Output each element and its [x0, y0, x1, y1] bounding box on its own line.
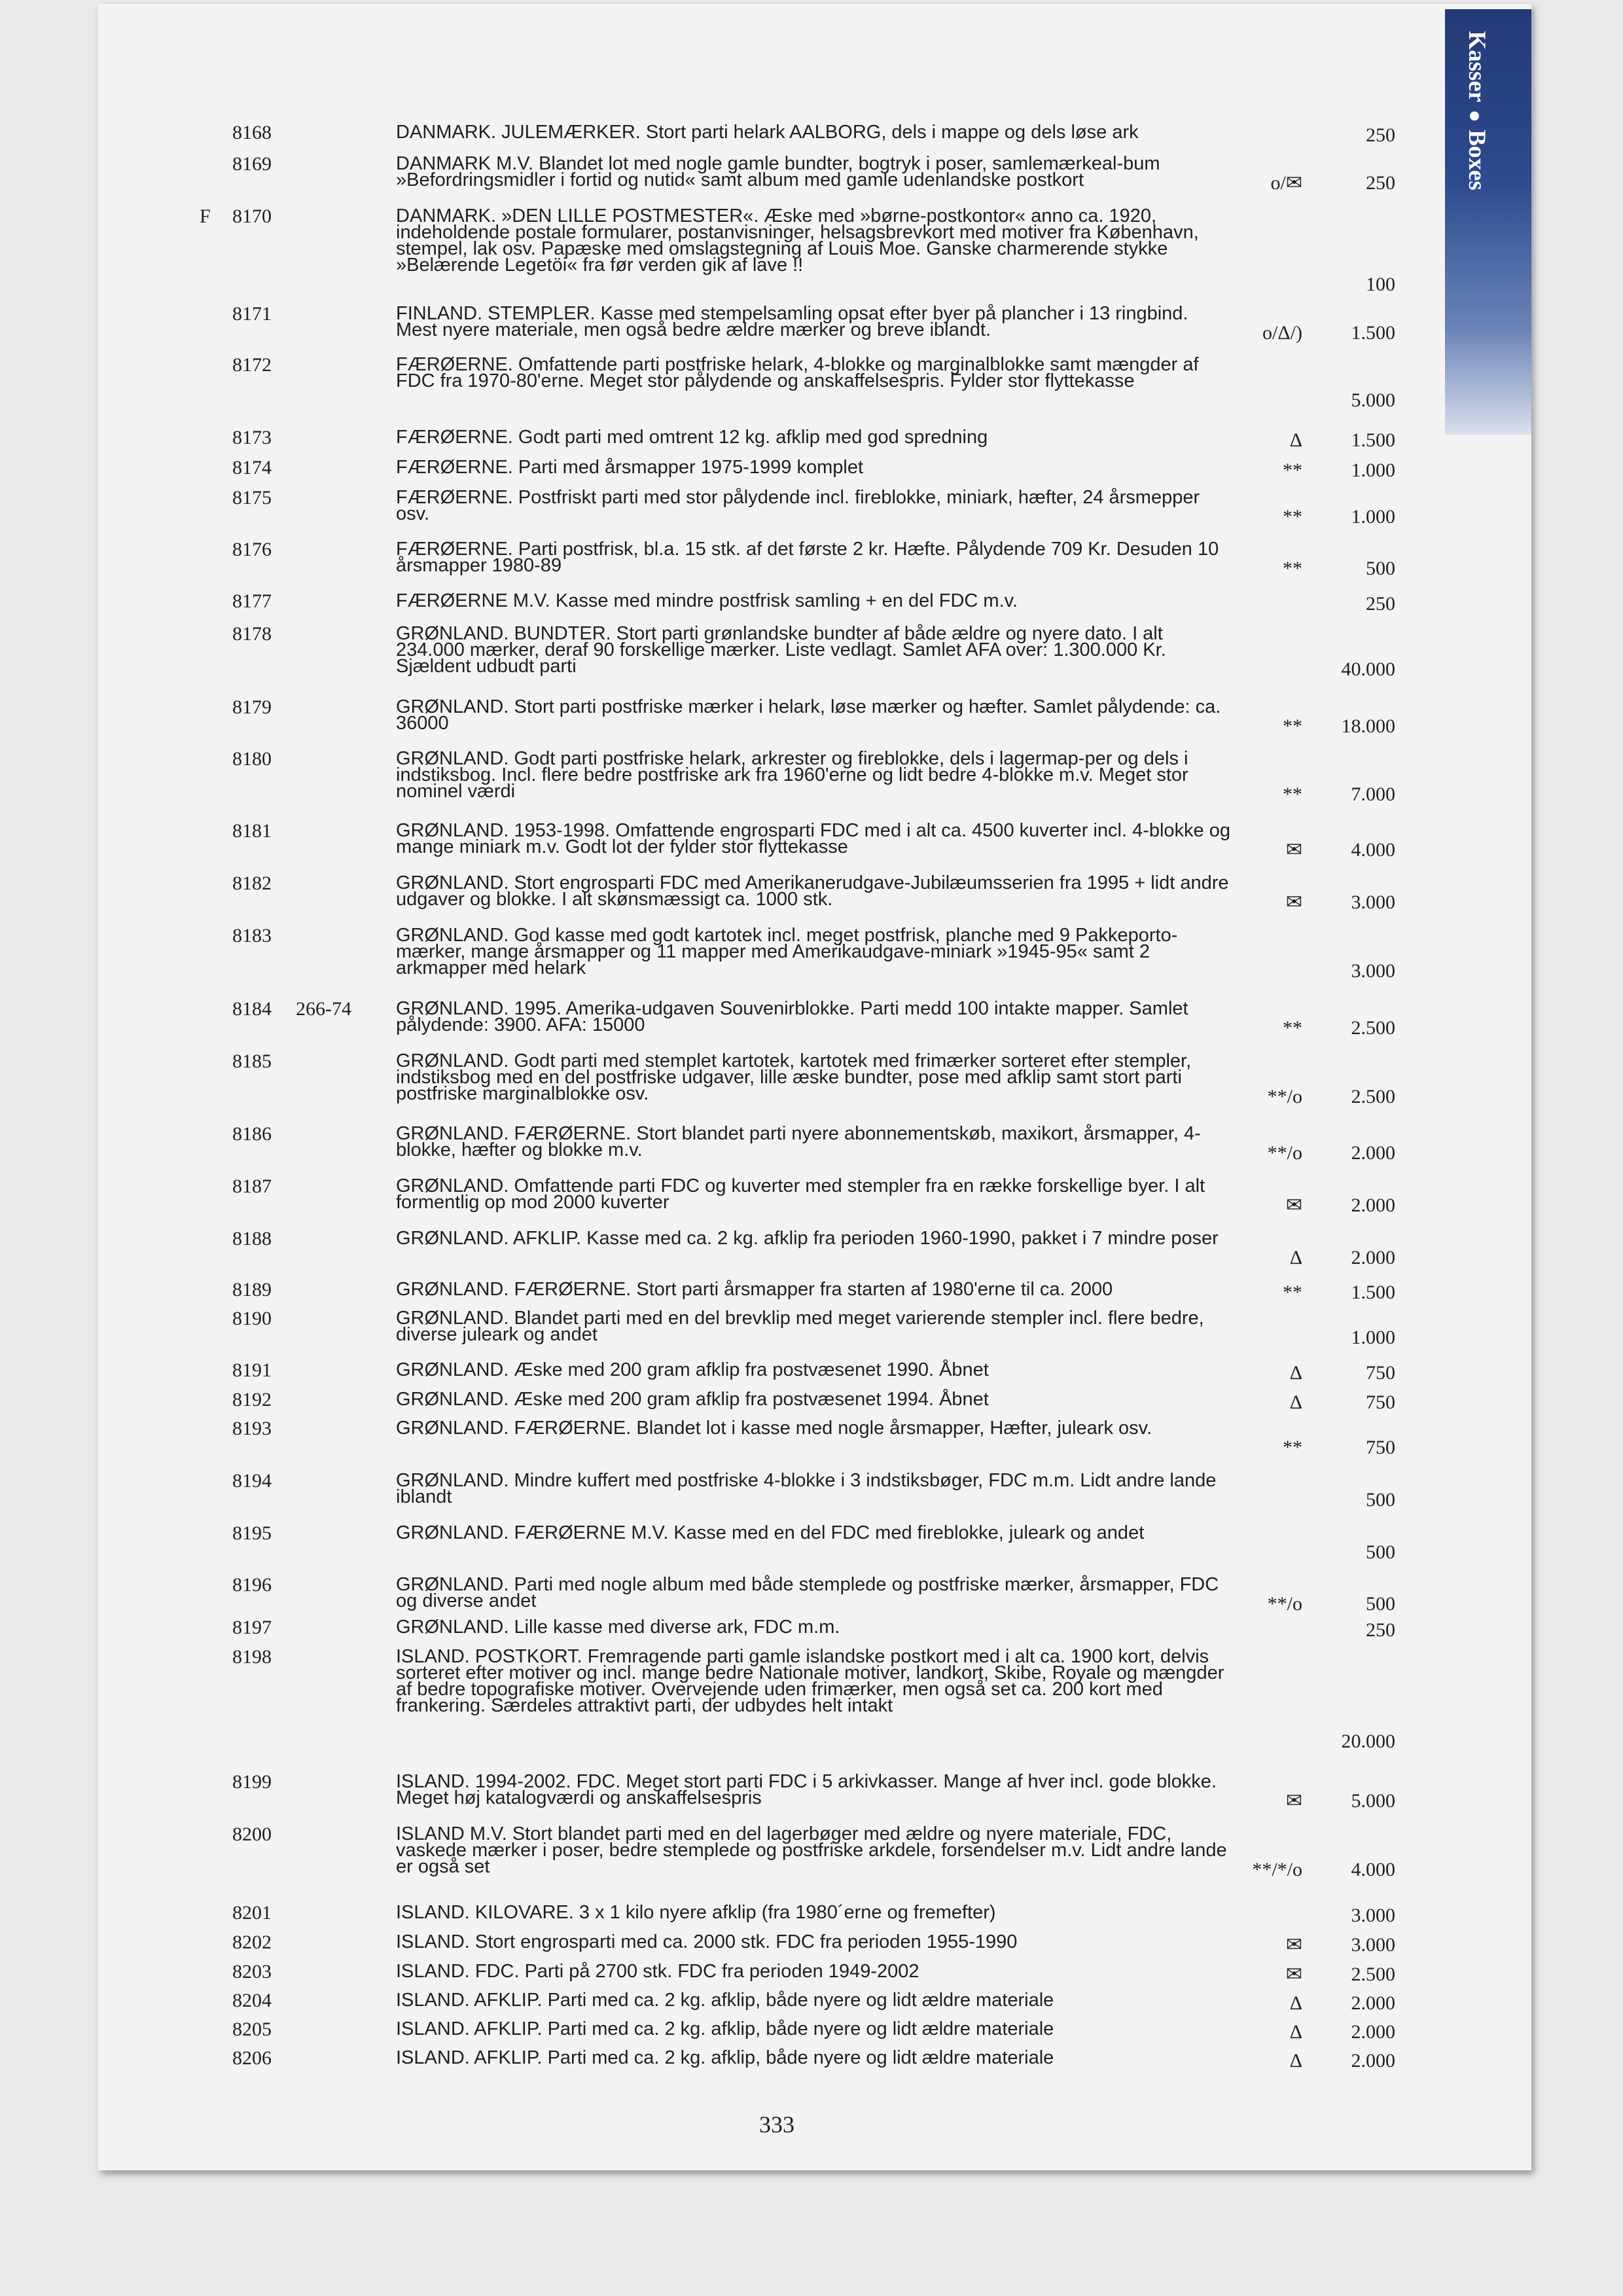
lot-row: [0, 1230, 1623, 1266]
lot-number: 8175: [232, 487, 272, 509]
lot-row: [0, 1123, 1623, 1164]
lot-row: [0, 208, 1623, 293]
lot-condition: **/o: [1267, 1593, 1302, 1615]
lot-number: 8179: [232, 696, 272, 718]
lot-number: 8171: [232, 303, 272, 325]
lot-condition: ✉: [1285, 1934, 1302, 1956]
lot-row: [0, 1389, 1623, 1413]
lot-row: [0, 1574, 1623, 1615]
lot-row: [0, 1050, 1623, 1107]
lot-number: 8181: [232, 820, 272, 842]
lot-condition: o/Δ/): [1262, 322, 1302, 344]
bullet-icon: [1470, 111, 1479, 120]
lot-condition: Δ: [1289, 1247, 1302, 1268]
lot-number: 8174: [232, 457, 272, 478]
lot-condition: ✉: [1285, 1194, 1302, 1216]
lot-number: 8177: [232, 590, 272, 612]
lot-description: GRØNLAND. FÆRØERNE. Stort blandet parti nyere abonnementskøb, maxikort, årsmapper, 4-blokke, hæfter og blokke m.v.: [396, 1123, 1201, 1160]
lot-price: 3.000: [1351, 1905, 1395, 1926]
lot-row: [0, 1310, 1623, 1346]
lot-row: [0, 1961, 1623, 1985]
lot-price: 250: [1366, 172, 1395, 194]
lot-row: [0, 820, 1623, 861]
lot-row: [0, 872, 1623, 913]
lot-description: ISLAND. POSTKORT. Fremragende parti gamle islandske postkort med i alt ca. 1900 kort, delvis sorteret efter motiver og incl. mange bedre Nationale motiver, landkort, Skibe, Royale og mængder af bedre topografiske motiver. Overvejende uden frimærker, men også set ca. 200 kort med frankering. Særdeles attraktivt parti, der udbydes helt intakt: [396, 1646, 1224, 1716]
lot-row: [0, 487, 1623, 528]
lot-description: DANMARK. »DEN LILLE POSTMESTER«. Æske med »børne-postkontor« anno ca. 1920, indeholdende postale formularer, postanvisninger, helsagsbrevkort med motiver fra København, stempel, lak osv. Papæske med omslagstegning af Louis Moe. Ganske charmerende stykke »Belærende Legetöi« fra før verden gik af lave !!: [396, 206, 1199, 276]
lot-price: 2.000: [1351, 1247, 1395, 1268]
lot-condition: **/o: [1267, 1142, 1302, 1164]
lot-condition: **: [1283, 1017, 1302, 1039]
lot-price: 250: [1366, 593, 1395, 615]
lot-condition: **/o: [1267, 1086, 1302, 1107]
lot-row: [0, 1902, 1623, 1926]
lot-condition: **: [1283, 783, 1302, 805]
lot-condition: **: [1283, 558, 1302, 579]
lot-row: [0, 696, 1623, 737]
lot-description: ISLAND. KILOVARE. 3 x 1 kilo nyere afklip (fra 1980´erne og fremefter): [396, 1902, 996, 1923]
lot-number: 8199: [232, 1771, 272, 1793]
lot-price: 18.000: [1341, 715, 1395, 737]
lot-row: [0, 427, 1623, 451]
lot-description: GRØNLAND. FÆRØERNE M.V. Kasse med en del FDC med fireblokke, juleark og andet: [396, 1522, 1145, 1543]
lot-row: [0, 303, 1623, 344]
lot-number: 8192: [232, 1389, 272, 1410]
lot-description: GRØNLAND. BUNDTER. Stort parti grønlandske bundter af både ældre og nyere dato. I alt 234.000 mærker, deraf 90 forskellige mærker. Liste vedlagt. Samlet AFA over: 1.300.000 Kr. Sjældent udbudt parti: [396, 623, 1166, 677]
lot-description: GRØNLAND. 1953-1998. Omfattende engrosparti FDC med i alt ca. 4500 kuverter incl. 4-blokke og mange miniark m.v. Godt lot der fylder stor flyttekasse: [396, 820, 1230, 857]
lot-price: 5.000: [1351, 389, 1395, 411]
lot-number: 8189: [232, 1279, 272, 1300]
lot-number: 8172: [232, 354, 272, 376]
lot-row: [0, 2018, 1623, 2043]
lot-description: GRØNLAND. Blandet parti med en del brevklip med meget varierende stempler incl. flere bedre, diverse juleark og andet: [396, 1308, 1204, 1345]
lot-description: GRØNLAND. 1995. Amerika-udgaven Souvenirblokke. Parti medd 100 intakte mapper. Samlet pålydende: 3900. AFA: 15000: [396, 998, 1188, 1035]
lot-description: ISLAND. AFKLIP. Parti med ca. 2 kg. afklip, både nyere og lidt ældre materiale: [396, 2047, 1054, 2068]
lot-price: 2.500: [1351, 1017, 1395, 1039]
lot-price: 1.000: [1351, 1327, 1395, 1348]
lot-price: 7.000: [1351, 783, 1395, 805]
lot-description: GRØNLAND. God kasse med godt kartotek incl. meget postfrisk, planche med 9 Pakkeporto-mærker, mange årsmapper og 11 mapper med Amerikaudgave-miniark »1945-95« samt 2 arkmapper med helark: [396, 925, 1178, 978]
lot-row: [0, 1646, 1623, 1752]
lot-price: 250: [1366, 1619, 1395, 1641]
lot-price: 100: [1366, 274, 1395, 295]
lot-price: 3.000: [1351, 891, 1395, 913]
lot-price: 2.500: [1351, 1086, 1395, 1107]
lot-condition: ✉: [1285, 891, 1302, 913]
lot-number: 8182: [232, 872, 272, 894]
lot-row: [0, 457, 1623, 481]
lot-price: 1.500: [1351, 322, 1395, 344]
lot-number: 8188: [232, 1228, 272, 1249]
lot-number: 8198: [232, 1646, 272, 1668]
lot-condition: **: [1283, 506, 1302, 528]
lot-row: [0, 153, 1623, 194]
lot-price: 500: [1366, 558, 1395, 579]
lot-price: 1.500: [1351, 1282, 1395, 1303]
lot-condition: ✉: [1285, 1964, 1302, 1985]
lot-row: [0, 1990, 1623, 2014]
lot-description: FÆRØERNE. Postfriskt parti med stor pålydende incl. fireblokke, miniark, hæfter, 24 årsmepper osv.: [396, 487, 1200, 524]
lot-description: FINLAND. STEMPLER. Kasse med stempelsamling opsat efter byer på plancher i 13 ringbind. Mest nyere materiale, men også bedre ældre mærker og breve iblandt.: [396, 303, 1188, 340]
lot-description: FÆRØERNE. Parti postfrisk, bl.a. 15 stk. af det første 2 kr. Hæfte. Pålydende 709 Kr. Desuden 10 årsmapper 1980-89: [396, 539, 1219, 576]
lot-row: [0, 541, 1623, 577]
lot-price: 2.500: [1351, 1964, 1395, 1985]
lot-number: 8204: [232, 1990, 272, 2011]
lot-number: 8176: [232, 539, 272, 560]
lot-price: 2.000: [1351, 1194, 1395, 1216]
lot-description: ISLAND. 1994-2002. FDC. Meget stort parti FDC i 5 arkivkasser. Mange af hver incl. gode blokke. Meget høj katalogværdi og anskaffelsespris: [396, 1771, 1217, 1808]
lot-number: 8178: [232, 623, 272, 645]
lot-price: 500: [1366, 1593, 1395, 1615]
lot-description: GRØNLAND. Godt parti postfriske helark, arkrester og fireblokke, dels i lagermap-per og dels i indstiksbog. Incl. flere bedre postfriske ark fra 1960'erne og lidt bedre 4-blokke m.v. Meget stor nominel værdi: [396, 748, 1188, 802]
lot-description: GRØNLAND. FÆRØERNE. Blandet lot i kasse med nogle årsmapper, Hæfter, juleark osv.: [396, 1418, 1152, 1439]
lot-price: 20.000: [1341, 1731, 1395, 1752]
lot-row: [0, 122, 1623, 146]
lot-price: 750: [1366, 1437, 1395, 1458]
lot-number: 8185: [232, 1050, 272, 1072]
lot-description: GRØNLAND. Mindre kuffert med postfriske 4-blokke i 3 indstiksbøger, FDC m.m. Lidt andre lande iblandt: [396, 1470, 1217, 1507]
lot-description: ISLAND. FDC. Parti på 2700 stk. FDC fra perioden 1949-2002: [396, 1961, 919, 1982]
lot-number: 8187: [232, 1175, 272, 1197]
lot-price: 5.000: [1351, 1790, 1395, 1812]
lot-description: GRØNLAND. AFKLIP. Kasse med ca. 2 kg. afklip fra perioden 1960-1990, pakket i 7 mindre poser: [396, 1228, 1219, 1249]
lot-row: [0, 1617, 1623, 1641]
lot-row: [0, 623, 1623, 680]
lot-row: [0, 1931, 1623, 1956]
lot-number: 8180: [232, 748, 272, 770]
lot-row: [0, 1771, 1623, 1812]
lot-number: 8194: [232, 1470, 272, 1492]
lot-price: 750: [1366, 1362, 1395, 1384]
lot-flag: F: [200, 206, 211, 227]
lot-condition: Δ: [1289, 429, 1302, 451]
lot-number: 8205: [232, 2018, 272, 2040]
lot-row: [0, 998, 1623, 1039]
lot-price: 2.000: [1351, 2050, 1395, 2072]
lot-number: 8191: [232, 1359, 272, 1381]
page-number: 333: [759, 2111, 794, 2138]
lot-row: [0, 925, 1623, 982]
lot-price: 500: [1366, 1541, 1395, 1563]
lot-description: GRØNLAND. Parti med nogle album med både stemplede og postfriske mærker, årsmapper, FDC og diverse andet: [396, 1574, 1219, 1611]
lot-reference: 266-74: [296, 998, 351, 1020]
lot-number: 8184: [232, 998, 272, 1020]
lot-row: [0, 748, 1623, 805]
lot-price: 750: [1366, 1391, 1395, 1413]
lot-price: 3.000: [1351, 960, 1395, 982]
lot-description: GRØNLAND. Æske med 200 gram afklip fra postvæsenet 1994. Åbnet: [396, 1389, 989, 1410]
lot-number: 8173: [232, 427, 272, 448]
lot-description: DANMARK. JULEMÆRKER. Stort parti helark AALBORG, dels i mappe og dels løse ark: [396, 122, 1139, 143]
lot-row: [0, 354, 1623, 411]
lot-description: FÆRØERNE. Parti med årsmapper 1975-1999 komplet: [396, 457, 864, 478]
lot-description: FÆRØERNE. Godt parti med omtrent 12 kg. afklip med god spredning: [396, 427, 988, 448]
section-tab-danish: Kasser: [1463, 31, 1490, 103]
lot-number: 8206: [232, 2047, 272, 2069]
lot-condition: Δ: [1289, 2021, 1302, 2043]
lot-price: 4.000: [1351, 839, 1395, 861]
lot-number: 8196: [232, 1574, 272, 1596]
lot-price: 3.000: [1351, 1934, 1395, 1956]
lot-number: 8195: [232, 1522, 272, 1544]
lot-price: 250: [1366, 124, 1395, 146]
lot-condition: **: [1283, 715, 1302, 737]
lot-price: 1.000: [1351, 506, 1395, 528]
lot-description: FÆRØERNE M.V. Kasse med mindre postfrisk samling + en del FDC m.v.: [396, 590, 1018, 611]
lot-description: ISLAND. AFKLIP. Parti med ca. 2 kg. afklip, både nyere og lidt ældre materiale: [396, 1990, 1054, 2011]
lot-condition: **: [1283, 1437, 1302, 1458]
lot-description: ISLAND. Stort engrosparti med ca. 2000 stk. FDC fra perioden 1955-1990: [396, 1931, 1018, 1952]
lot-condition: o/✉: [1270, 172, 1302, 194]
lot-number: 8200: [232, 1823, 272, 1845]
lot-number: 8202: [232, 1931, 272, 1953]
lot-row: [0, 1823, 1623, 1880]
lot-number: 8168: [232, 122, 272, 143]
lot-description: GRØNLAND. Æske med 200 gram afklip fra postvæsenet 1990. Åbnet: [396, 1359, 989, 1380]
lot-description: ISLAND. AFKLIP. Parti med ca. 2 kg. afklip, både nyere og lidt ældre materiale: [396, 2018, 1054, 2039]
lot-condition: ✉: [1285, 839, 1302, 861]
lot-number: 8197: [232, 1617, 272, 1638]
lot-description: GRØNLAND. Stort engrosparti FDC med Amerikanerudgave-Jubilæumsserien fra 1995 + lidt andre udgaver og blokke. I alt skønsmæssigt ca. 1000 stk.: [396, 872, 1229, 910]
section-tab-english: Boxes: [1463, 130, 1490, 190]
lot-price: 40.000: [1341, 658, 1395, 680]
lot-number: 8170: [232, 206, 272, 227]
lot-description: ISLAND M.V. Stort blandet parti med en del lagerbøger med ældre og nyere materiale, FDC, vaskede mærker i poser, bedre stemplede og postfriske arkdele, forsendelser m.v. Lidt andre lande er også set: [396, 1823, 1227, 1877]
lot-price: 2.000: [1351, 1992, 1395, 2014]
lot-description: GRØNLAND. Lille kasse med diverse ark, FDC m.m.: [396, 1617, 840, 1638]
lot-row: [0, 2047, 1623, 2072]
lot-price: 1.500: [1351, 429, 1395, 451]
lot-price: 4.000: [1351, 1859, 1395, 1880]
lot-row: [0, 1470, 1623, 1511]
lot-row: [0, 1522, 1623, 1563]
lot-number: 8193: [232, 1418, 272, 1439]
lot-condition: **: [1283, 1282, 1302, 1303]
lot-price: 2.000: [1351, 1142, 1395, 1164]
lot-condition: **: [1283, 459, 1302, 481]
lot-condition: Δ: [1289, 2050, 1302, 2072]
lot-description: FÆRØERNE. Omfattende parti postfriske helark, 4-blokke og marginalblokke samt mængder af FDC fra 1970-80'erne. Meget stor pålydende og anskaffelsespris. Fylder stor flyttekasse: [396, 354, 1199, 391]
lot-number: 8201: [232, 1902, 272, 1924]
lot-description: GRØNLAND. FÆRØERNE. Stort parti årsmapper fra starten af 1980'erne til ca. 2000: [396, 1279, 1113, 1300]
lot-row: [0, 1279, 1623, 1303]
lot-number: 8190: [232, 1308, 272, 1329]
lot-row: [0, 590, 1623, 615]
lot-number: 8183: [232, 925, 272, 946]
lot-condition: Δ: [1289, 1391, 1302, 1413]
lot-row: [0, 1175, 1623, 1216]
lot-price: 500: [1366, 1489, 1395, 1511]
lot-condition: Δ: [1289, 1362, 1302, 1384]
lot-description: GRØNLAND. Stort parti postfriske mærker i helark, løse mærker og hæfter. Samlet pålydende: ca. 36000: [396, 696, 1221, 734]
lot-condition: Δ: [1289, 1992, 1302, 2014]
lot-number: 8186: [232, 1123, 272, 1145]
lot-price: 1.000: [1351, 459, 1395, 481]
lot-condition: **/*/o: [1252, 1859, 1302, 1880]
lot-price: 2.000: [1351, 2021, 1395, 2043]
lot-row: [0, 1420, 1623, 1456]
lot-number: 8169: [232, 153, 272, 175]
lot-row: [0, 1359, 1623, 1384]
lot-description: DANMARK M.V. Blandet lot med nogle gamle bundter, bogtryk i poser, samlemærkeal-bum »Befordringsmidler i fortid og nutid« samt album med gamle udenlandske postkort: [396, 153, 1160, 190]
lot-description: GRØNLAND. Omfattende parti FDC og kuverter med stempler fra en række forskellige byer. I alt formentlig op mod 2000 kuverter: [396, 1175, 1205, 1213]
lot-number: 8203: [232, 1961, 272, 1982]
lot-description: GRØNLAND. Godt parti med stemplet kartotek, kartotek med frimærker sorteret efter stempler, indstiksbog med en del postfriske udgaver, lille æske bundter, pose med afklip samt stort parti postfriske marginalblokke osv.: [396, 1050, 1192, 1104]
lot-condition: ✉: [1285, 1790, 1302, 1812]
